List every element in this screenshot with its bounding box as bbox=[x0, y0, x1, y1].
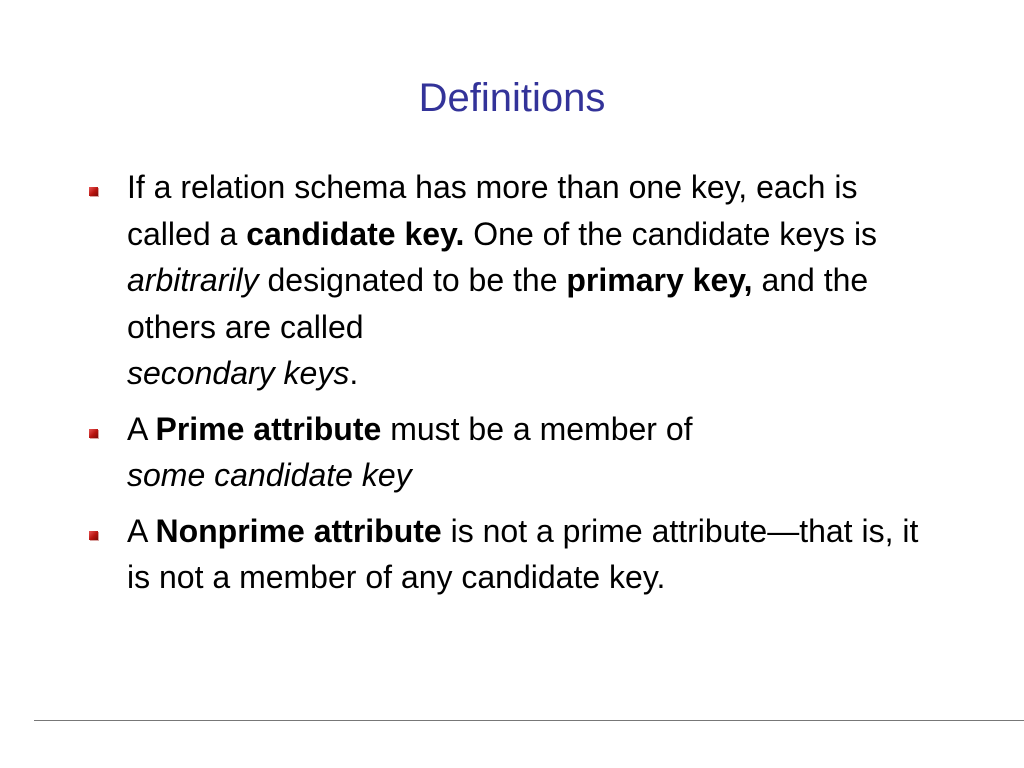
bullet-text: designated to be the bbox=[258, 262, 567, 298]
footer-divider bbox=[34, 720, 1024, 721]
term-candidate-key: candidate key. bbox=[246, 215, 465, 252]
square-bullet-icon bbox=[89, 429, 98, 438]
bullet-list bbox=[82, 164, 942, 610]
term-nonprime-attribute: Nonprime attribute bbox=[155, 512, 442, 549]
bullet-text: and the others are called bbox=[127, 262, 869, 345]
bullet-text: . bbox=[349, 355, 359, 391]
bullet-text: A bbox=[127, 410, 156, 447]
emphasis-arbitrarily: arbitrarily bbox=[127, 262, 259, 298]
square-bullet-icon bbox=[89, 187, 98, 196]
square-bullet-icon bbox=[89, 531, 98, 540]
bullet-item-nonprime-attribute bbox=[82, 508, 942, 601]
term-prime-attribute: Prime attribute bbox=[155, 410, 382, 447]
emphasis-some-candidate-key: some candidate key bbox=[127, 457, 412, 493]
bullet-text: A bbox=[127, 512, 156, 549]
term-primary-key: primary key, bbox=[566, 262, 753, 298]
bullet-item-candidate-key bbox=[82, 164, 942, 397]
term-secondary-keys: secondary keys bbox=[127, 355, 350, 391]
bullet-text: If a relation schema has more than one key, each is called a bbox=[127, 169, 858, 252]
bullet-text: must be a member of bbox=[381, 410, 693, 447]
bullet-text: is not a prime attribute—that is, it is not a member of any candidate key. bbox=[127, 512, 919, 595]
bullet-text: One of the candidate keys is bbox=[464, 215, 878, 252]
slide-title: Definitions bbox=[418, 76, 606, 120]
bullet-item-prime-attribute bbox=[82, 406, 942, 499]
